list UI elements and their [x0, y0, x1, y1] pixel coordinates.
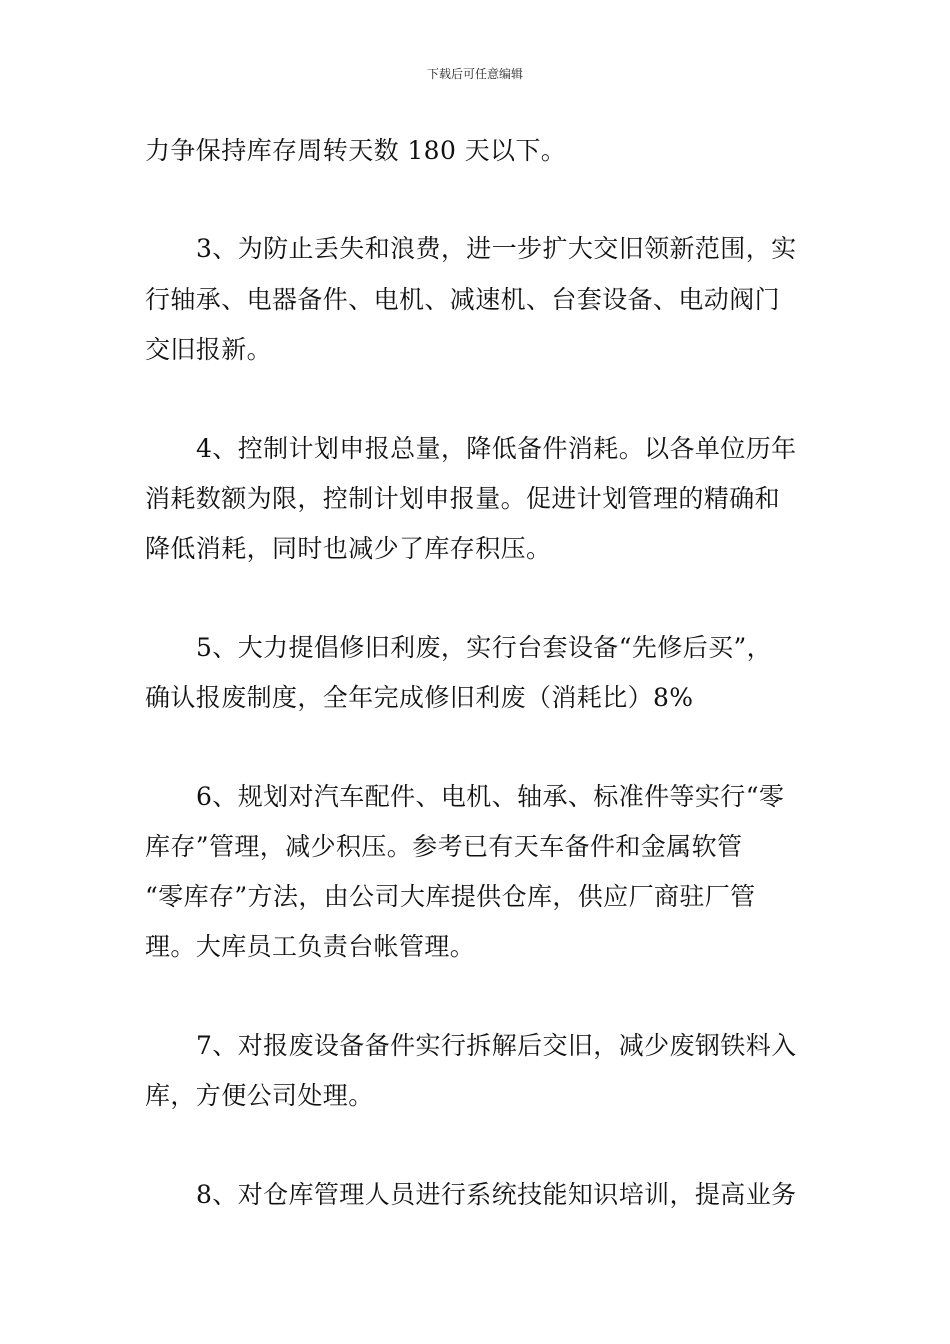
- text-line: 5、大力提倡修旧利废，实行台套设备“先修后买”，: [196, 633, 773, 662]
- text-line: 消耗数额为限，控制计划申报量。促进计划管理的精确和: [145, 484, 781, 513]
- page-header: 下载后可任意编辑: [426, 67, 523, 81]
- text-line: “零库存”方法，由公司大库提供仓库，供应厂商驻厂管: [145, 882, 756, 911]
- text-line: 库，方便公司处理。: [145, 1081, 374, 1110]
- text-line: 8、对仓库管理人员进行系统技能知识培训，提高业务: [196, 1180, 797, 1209]
- text-line: 力争保持库存周转天数 180 天以下。: [145, 136, 567, 165]
- text-line: 确认报废制度，全年完成修旧利废（消耗比）8%: [145, 683, 694, 712]
- text-line: 理。大库员工负责台帐管理。: [145, 932, 476, 961]
- text-line: 行轴承、电器备件、电机、减速机、台套设备、电动阀门: [145, 285, 781, 314]
- text-line: 7、对报废设备备件实行拆解后交旧，减少废钢铁料入: [196, 1031, 797, 1060]
- text-line: 库存”管理，减少积压。参考已有天车备件和金属软管: [145, 832, 743, 861]
- text-line: 6、规划对汽车配件、电机、轴承、标准件等实行“零: [196, 782, 785, 811]
- text-line: 降低消耗，同时也减少了库存积压。: [145, 534, 552, 563]
- text-line: 4、控制计划申报总量，降低备件消耗。以各单位历年: [196, 434, 797, 463]
- text-line: 3、为防止丢失和浪费，进一步扩大交旧领新范围，实: [196, 234, 797, 263]
- text-line: 交旧报新。: [145, 335, 273, 364]
